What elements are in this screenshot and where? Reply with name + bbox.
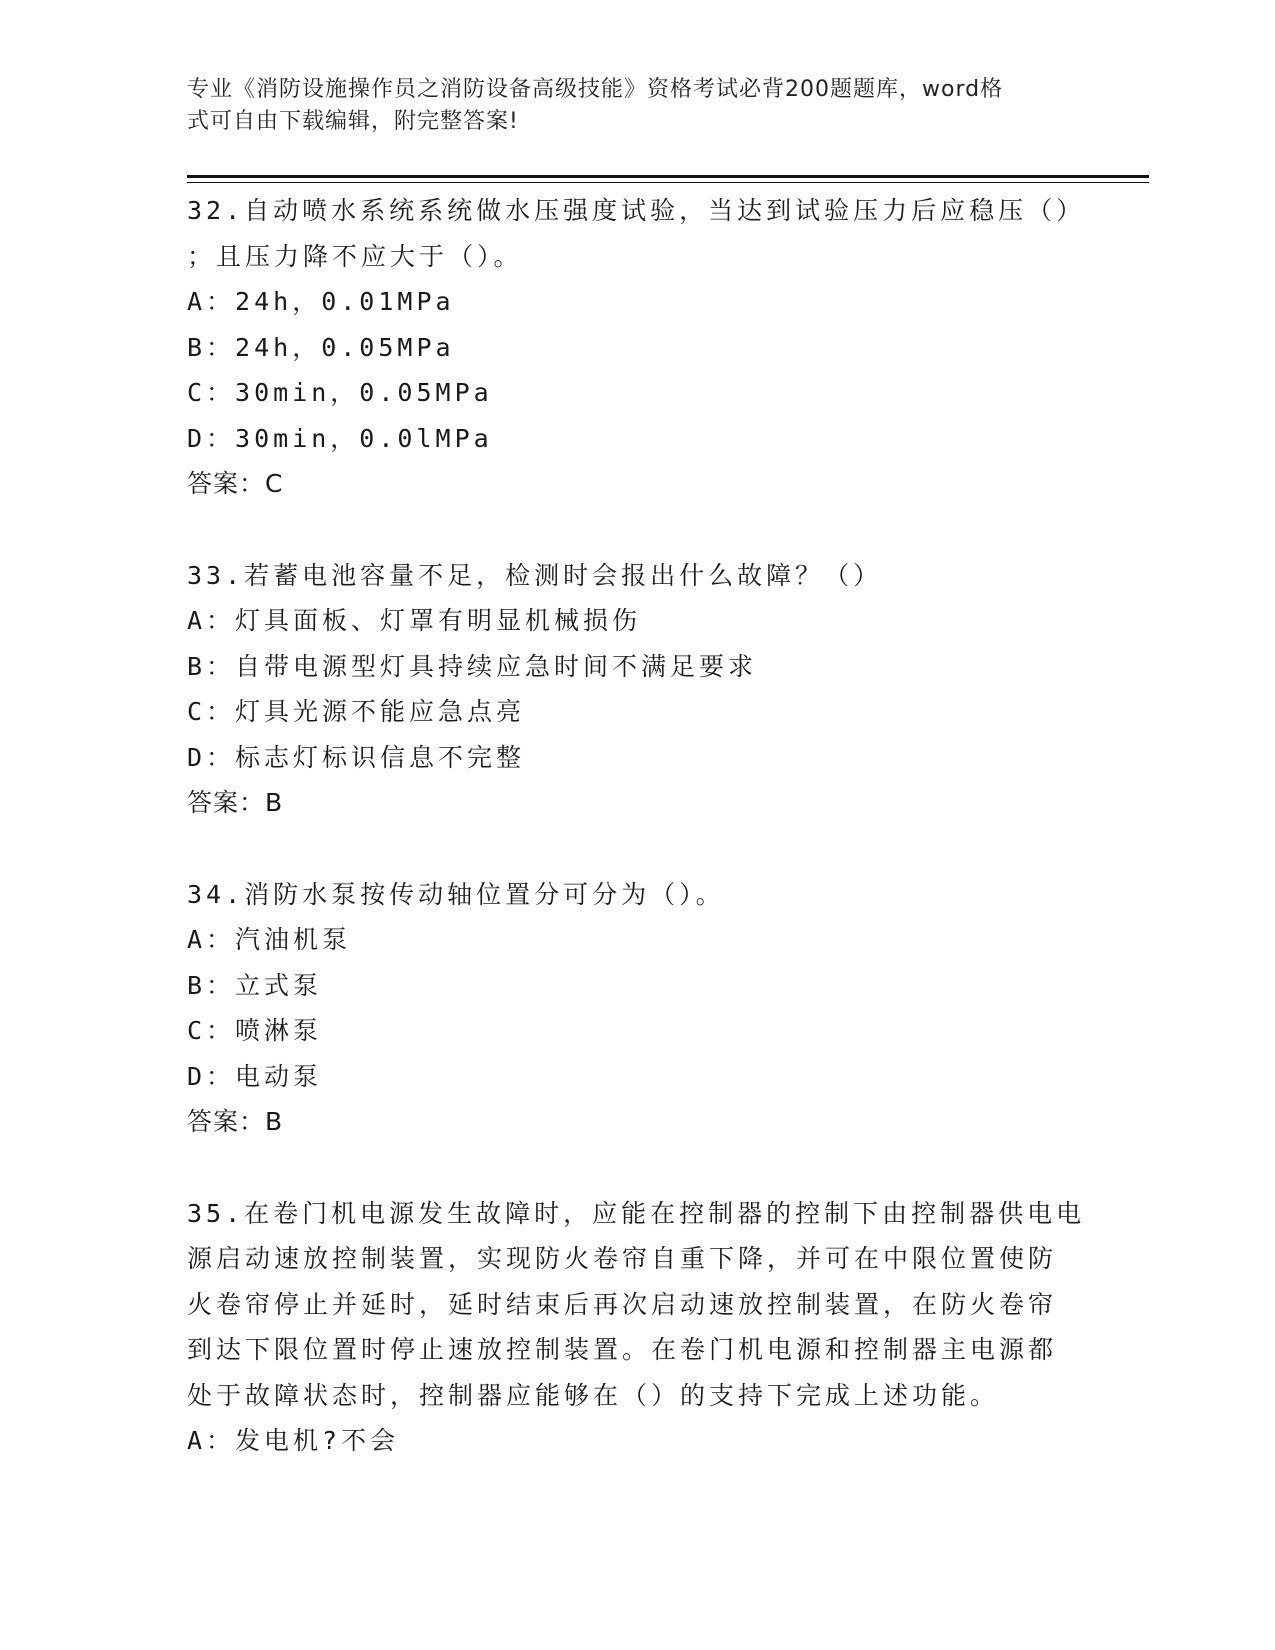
answer-line: 答案：B [187,1107,284,1136]
header-divider-thin [187,182,1149,183]
option-a: A：发电机?不会 [187,1426,400,1455]
question-stem-line: 火卷帘停止并延时，延时结束后再次启动速放控制装置，在防火卷帘 [187,1289,1058,1319]
option-c: C：30min，0.05MPa [187,378,493,407]
question-33 [187,553,1087,826]
spacer [187,1145,1087,1191]
question-32 [187,188,1087,507]
option-c: C：喷淋泵 [187,1016,323,1045]
question-list [187,188,1087,1464]
question-stem-line: 处于故障状态时，控制器应能够在（）的支持下完成上述功能。 [187,1380,1000,1410]
option-a: A：24h，0.01MPa [187,287,455,316]
header-divider-thick [187,175,1149,178]
spacer [187,507,1087,553]
question-stem-line: 34.消防水泵按传动轴位置分可分为（）。 [187,879,725,909]
option-c: C：灯具光源不能应急点亮 [187,697,526,726]
option-d: D：30min，0.0lMPa [187,423,493,453]
option-a: A：汽油机泵 [187,925,352,954]
option-b: B：自带电源型灯具持续应急时间不满足要求 [187,651,758,681]
question-stem-line: 32.自动喷水系统系统做水压强度试验，当达到试验压力后应稳压（） [187,196,1086,225]
question-stem-line: 源启动速放控制装置，实现防火卷帘自重下降，并可在中限位置使防 [187,1244,1058,1273]
question-stem-line: 33.若蓄电池容量不足，检测时会报出什么故障？（） [187,560,883,590]
answer-line: 答案：B [187,788,284,817]
question-34 [187,872,1087,1145]
question-35 [187,1191,1087,1464]
option-a: A：灯具面板、灯罩有明显机械损伤 [187,606,642,635]
header-line-1: 专业《消防设施操作员之消防设备高级技能》资格考试必背200题题库，word格 [187,77,1004,102]
option-b: B：24h，0.05MPa [187,332,455,362]
option-b: B：立式泵 [187,970,323,1000]
option-d: D：电动泵 [187,1061,323,1091]
spacer [187,826,1087,872]
question-stem-line: 35.在卷门机电源发生故障时，应能在控制器的控制下由控制器供电电 [187,1198,1086,1228]
question-stem-line: 到达下限位置时停止速放控制装置。在卷门机电源和控制器主电源都 [187,1335,1058,1364]
answer-line: 答案：C [187,469,284,498]
option-d: D：标志灯标识信息不完整 [187,742,526,772]
document-header [187,74,1067,138]
header-line-2: 式可自由下载编辑，附完整答案! [187,109,519,134]
question-stem-line: ；且压力降不应大于（）。 [187,241,523,271]
